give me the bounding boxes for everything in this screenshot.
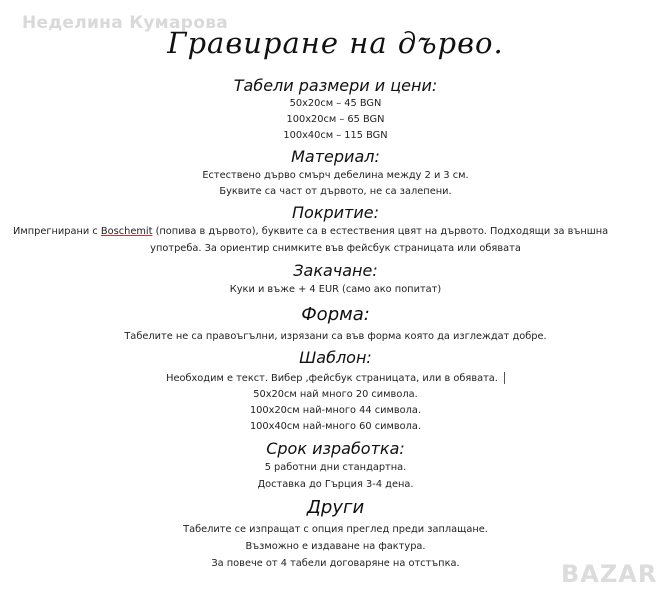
coating-line-2: употреба. За ориентир снимките във фейсбук страницата или обявата (150, 243, 521, 254)
heading-material: Материал: (291, 147, 380, 166)
page-title: Гравиране на дърво. (167, 26, 504, 60)
template-line-2: 50x20см най много 20 символа. (253, 389, 418, 400)
watermark-author: Неделина Кумарова (22, 13, 229, 33)
shape-line-1: Табелите не са правоъгълни, изрязани са във форма която да изглеждат добре. (124, 331, 547, 342)
other-line-1: Табелите се изпращат с опция преглед преди заплащане. (183, 524, 488, 535)
heading-shape: Форма: (301, 304, 370, 325)
size-line-1: 50x20см – 45 BGN (289, 98, 382, 109)
template-line-4: 100x40см най-много 60 символа. (249, 421, 422, 432)
coating-line-1 (13, 226, 663, 237)
size-line-3: 100x40см – 115 BGN (283, 130, 388, 141)
bazar-logo: BAZAR (561, 560, 658, 588)
heading-template: Шаблон: (299, 348, 372, 367)
deadline-line-1: 5 работни дни стандартна. (264, 462, 407, 473)
heading-deadline: Срок изработка: (266, 439, 405, 458)
material-line-2: Буквите са част от дървото, не са залепени. (219, 186, 452, 197)
text-cursor-icon (504, 372, 505, 384)
deadline-line-2: Доставка до Гърция 3-4 дена. (257, 479, 414, 490)
heading-hanging: Закачане: (293, 261, 378, 280)
hanging-line-1: Куки и въже + 4 EUR (само ако попитат) (229, 284, 442, 295)
template-line-1-text: Необходим е текст. Вибер ,фейсбук страницата, или в обявата. (166, 373, 498, 384)
size-line-2: 100x20см – 65 BGN (286, 114, 385, 125)
other-line-3: За повече от 4 табели договаряне на отстъпка. (211, 558, 460, 569)
template-line-1 (0, 372, 671, 384)
heading-other: Други (306, 497, 365, 518)
heading-coating: Покритие: (292, 203, 379, 222)
coating-line-1-pre: Импрегнирани с (13, 226, 101, 237)
coating-brand: Boschemit (100, 226, 153, 237)
material-line-1: Естествено дърво смърч дебелина между 2 и 3 см. (202, 170, 469, 181)
coating-line-1-post: (попива в дървото), буквите са в естествения цвят на дървото. Подходящи за външна (152, 226, 609, 237)
template-line-3: 100x20см най-много 44 символа. (249, 405, 422, 416)
other-line-2: Възможно е издаване на фактура. (245, 541, 426, 552)
heading-sizes: Табели размери и цени: (233, 76, 438, 95)
